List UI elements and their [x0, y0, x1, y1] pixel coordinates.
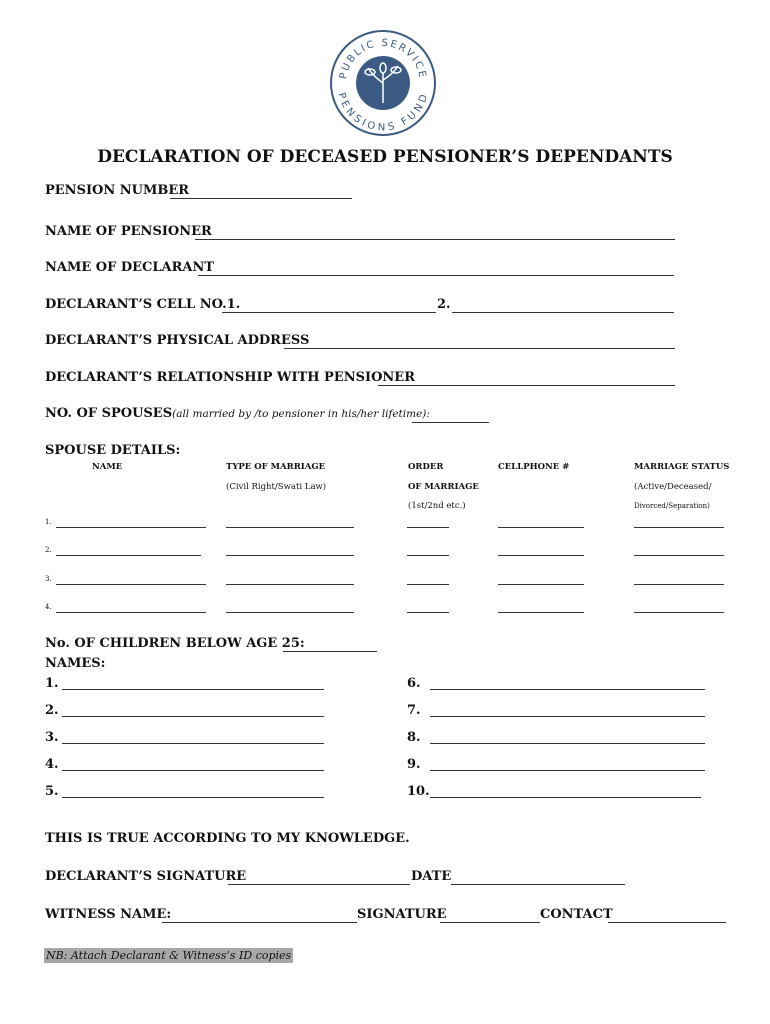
nb-note [44, 944, 293, 963]
spouse-4-name-field[interactable] [56, 612, 206, 613]
relationship-label: DECLARANT’S RELATIONSHIP WITH PENSIONER [45, 370, 416, 385]
page-title: DECLARATION OF DECEASED PENSIONER’S DEPENDANTS [97, 147, 673, 167]
spouse-4-type-field[interactable] [226, 612, 354, 613]
child-2-num: 2. [45, 703, 59, 718]
contact-field[interactable] [608, 922, 726, 923]
spouse-details-heading: SPOUSE DETAILS: [45, 443, 181, 458]
child-5-field[interactable] [62, 797, 324, 798]
child-7-field[interactable] [430, 716, 705, 717]
logo [328, 28, 438, 138]
spouse-3-name-field[interactable] [56, 584, 206, 585]
child-6-field[interactable] [430, 689, 705, 690]
child-9-num: 9. [407, 757, 421, 772]
spouse-3-type-field[interactable] [226, 584, 354, 585]
no-of-spouses-note: (all married by /to pensioner in his/her lifetime): [172, 408, 430, 420]
child-3-field[interactable] [62, 743, 324, 744]
col-cell-header: CELLPHONE # [498, 462, 570, 472]
spouse-4-status-field[interactable] [634, 612, 724, 613]
col-order-header: ORDER [408, 462, 444, 472]
date-label: DATE [411, 869, 452, 884]
spouse-3-order-field[interactable] [407, 584, 449, 585]
child-6-num: 6. [407, 676, 421, 691]
name-of-declarant-label: NAME OF DECLARANT [45, 260, 215, 275]
name-of-pensioner-field[interactable] [195, 239, 675, 240]
no-of-spouses-text: NO. OF SPOUSES [45, 406, 173, 421]
spouse-2-order-field[interactable] [407, 555, 449, 556]
witness-signature-label: SIGNATURE [357, 907, 447, 922]
spouse-4-cell-field[interactable] [498, 612, 584, 613]
col-status-sub1: (Active/Deceased/ [634, 482, 712, 492]
spouse-2-type-field[interactable] [226, 555, 354, 556]
relationship-field[interactable] [378, 385, 675, 386]
spouse-2-status-field[interactable] [634, 555, 724, 556]
child-9-field[interactable] [430, 770, 705, 771]
logo-top-text: PUBLIC SERVICE [338, 37, 428, 81]
col-type-header: TYPE OF MARRIAGE [226, 462, 326, 472]
spouse-row-4-num: 4. [45, 603, 52, 611]
spouse-3-cell-field[interactable] [498, 584, 584, 585]
col-status-sub2: Divorced/Separation) [634, 502, 710, 510]
physical-address-label: DECLARANT’S PHYSICAL ADDRESS [45, 333, 310, 348]
pension-number-field[interactable] [170, 198, 352, 199]
physical-address-field[interactable] [284, 348, 675, 349]
child-8-num: 8. [407, 730, 421, 745]
declarant-signature-field[interactable] [228, 884, 410, 885]
col-order-sub1: OF MARRIAGE [408, 482, 479, 492]
witness-name-field[interactable] [162, 922, 357, 923]
spouse-3-status-field[interactable] [634, 584, 724, 585]
child-3-num: 3. [45, 730, 59, 745]
child-1-field[interactable] [62, 689, 324, 690]
nb-text: NB: Attach Declarant & Witness’s ID copies [46, 949, 292, 962]
name-of-declarant-field[interactable] [198, 275, 674, 276]
spouse-1-order-field[interactable] [407, 527, 449, 528]
spouse-2-name-field[interactable] [56, 555, 201, 556]
children-names-label: NAMES: [45, 656, 106, 671]
col-status-header: MARRIAGE STATUS [634, 462, 730, 472]
witness-signature-field[interactable] [440, 922, 540, 923]
spouse-1-cell-field[interactable] [498, 527, 584, 528]
no-of-spouses-label [45, 406, 430, 421]
name-of-pensioner-label: NAME OF PENSIONER [45, 224, 212, 239]
spouse-1-type-field[interactable] [226, 527, 354, 528]
child-8-field[interactable] [430, 743, 705, 744]
spouse-2-cell-field[interactable] [498, 555, 584, 556]
declarant-signature-label: DECLARANT’S SIGNATURE [45, 869, 247, 884]
date-field[interactable] [451, 884, 625, 885]
cell-no-1-field[interactable] [222, 312, 436, 313]
cell-no-2-label: 2. [437, 297, 451, 312]
witness-name-label: WITNESS NAME: [45, 907, 172, 922]
spouse-4-order-field[interactable] [407, 612, 449, 613]
spouse-row-2-num: 2. [45, 546, 52, 554]
children-count-label: No. OF CHILDREN BELOW AGE 25: [45, 636, 305, 651]
pension-number-label: PENSION NUMBER [45, 183, 190, 198]
spouse-1-status-field[interactable] [634, 527, 724, 528]
no-of-spouses-field[interactable] [412, 422, 489, 423]
child-4-field[interactable] [62, 770, 324, 771]
col-type-sub: (Civil Right/Swati Law) [226, 482, 327, 492]
true-statement: THIS IS TRUE ACCORDING TO MY KNOWLEDGE. [45, 831, 410, 846]
child-7-num: 7. [407, 703, 421, 718]
col-order-sub2: (1st/2nd etc.) [408, 501, 466, 511]
child-2-field[interactable] [62, 716, 324, 717]
cell-no-1-label: DECLARANT’S CELL NO.1. [45, 297, 241, 312]
children-count-field[interactable] [283, 651, 377, 652]
logo-bottom-text: PENSIONS FUND [335, 91, 431, 134]
col-name-header: NAME [92, 462, 123, 472]
spouse-row-3-num: 3. [45, 575, 52, 583]
child-10-field[interactable] [430, 797, 701, 798]
spouse-1-name-field[interactable] [56, 527, 206, 528]
child-5-num: 5. [45, 784, 59, 799]
contact-label: CONTACT [540, 907, 613, 922]
cell-no-2-field[interactable] [452, 312, 674, 313]
child-10-num: 10. [407, 784, 430, 799]
child-1-num: 1. [45, 676, 59, 691]
spouse-row-1-num: 1. [45, 518, 52, 526]
child-4-num: 4. [45, 757, 59, 772]
